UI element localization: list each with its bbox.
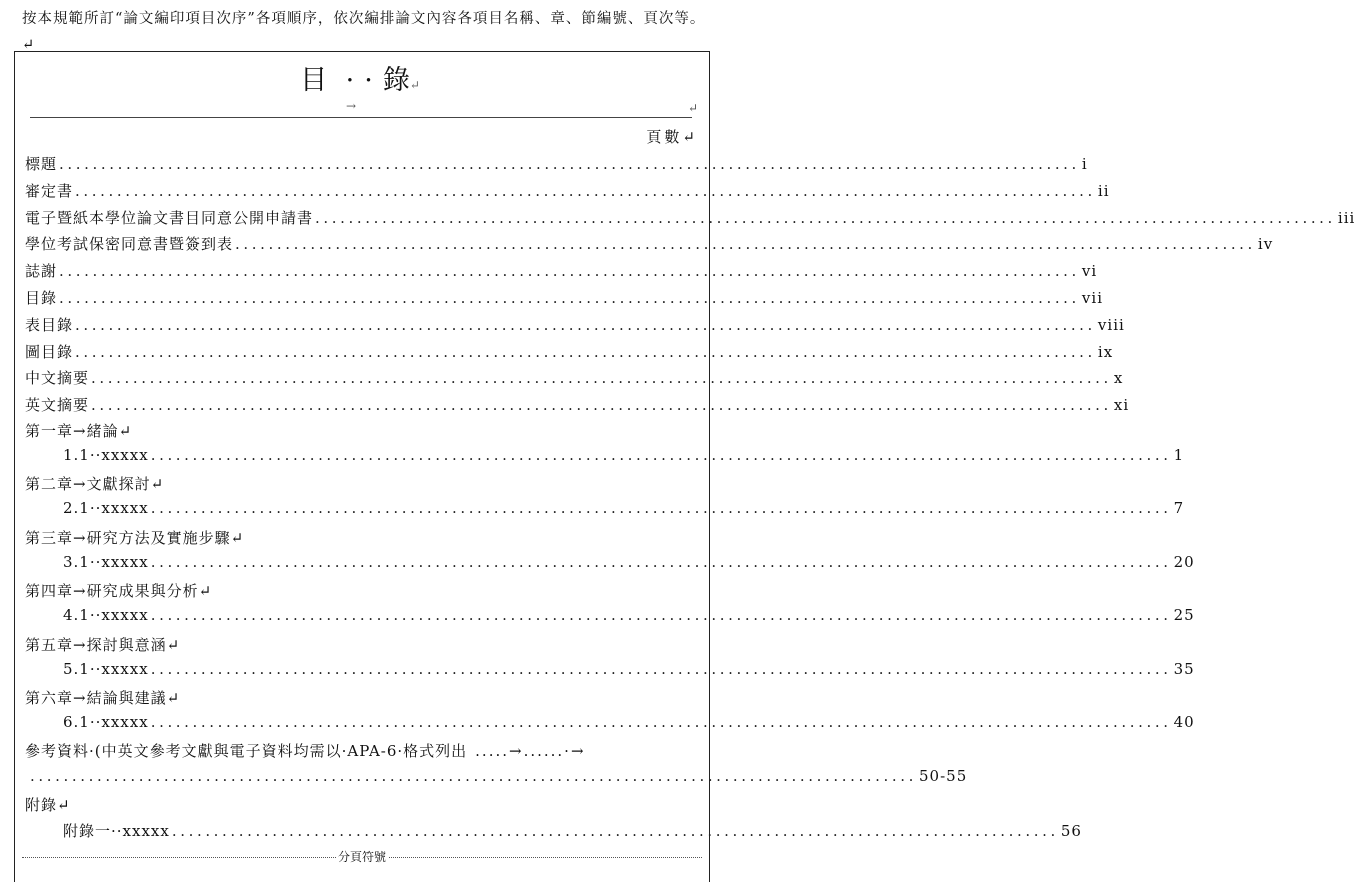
section-page: 25 [1173, 606, 1195, 625]
toc-entry-page: viii [1097, 315, 1125, 334]
toc-entry[interactable] [25, 314, 1125, 336]
section-page: 1 [1173, 446, 1185, 464]
references-entry-continued[interactable]: .......................................................................................................... 50-55 [30, 767, 968, 785]
section-label: 5.1··xxxxx [63, 659, 149, 678]
toc-entry-page: i [1081, 155, 1088, 173]
toc-entry-label: 學位考試保密同意書暨簽到表 [25, 235, 234, 254]
section-label: 6.1··xxxxx [63, 713, 149, 731]
dot-leader: .......................................................................................................................... [59, 289, 1080, 307]
toc-title: 目 ··錄↵ [300, 65, 420, 96]
toc-entry-page: vi [1081, 262, 1098, 281]
toc-entry-page: iii [1337, 208, 1355, 227]
toc-entry[interactable] [25, 260, 1098, 282]
chapter-heading[interactable]: 第二章→文獻探討↵ [25, 475, 165, 494]
title-spacing: ·· [327, 65, 383, 96]
section-entry[interactable] [63, 446, 1185, 468]
section-entry[interactable] [63, 606, 1195, 628]
toc-entry-page: ii [1097, 181, 1110, 200]
toc-entry-label: 審定書 [25, 181, 74, 200]
toc-entry-label: 中文摘要 [25, 369, 90, 388]
toc-entry-label: 誌謝 [25, 262, 58, 281]
toc-entry[interactable] [25, 180, 1110, 202]
chapter-heading[interactable]: 第五章→探討與意涵↵ [25, 635, 181, 654]
section-entry[interactable] [63, 552, 1195, 575]
dot-leader: .......................................................................................................................... [150, 713, 1172, 731]
toc-entry-label: 目錄 [25, 289, 58, 307]
dot-leader: .......................................................................................................................... [150, 499, 1172, 518]
toc-entry-page: ix [1097, 342, 1114, 361]
toc-entry-label: 英文摘要 [25, 396, 90, 415]
section-page: 7 [1173, 499, 1185, 518]
dot-leader: .......................................................................................................................... [59, 262, 1080, 281]
chapter-heading[interactable]: 第六章→結論與建議↵ [25, 689, 181, 707]
section-label: 3.1··xxxxx [63, 552, 149, 571]
paragraph-mark-icon: ↵ [688, 101, 699, 115]
toc-entry-label: 圖目錄 [25, 342, 74, 361]
intro-paragraph: 按本規範所訂“論文編印項目次序”各項順序，依次編排論文內容各項目名稱、章、節編號、頁次等。↵ [22, 11, 706, 53]
chapter-heading[interactable]: 第四章→研究成果與分析↵ [25, 582, 213, 601]
dot-leader: .......................................................................................................................... [150, 446, 1172, 464]
pages-header: 頁數↵ [646, 128, 698, 146]
dot-leader: .......................................................................................................................... [91, 369, 1112, 388]
toc-entry[interactable] [25, 207, 1355, 229]
references-entry[interactable]: 參考資料·(中英文參考文獻與電子資料均需以·APA-6·格式列出 .....→......·→ [25, 742, 586, 760]
section-page: 35 [1173, 659, 1195, 678]
appendix-heading: 附錄↵ [25, 796, 71, 814]
dot-leader: .......................................................................................................................... [91, 396, 1112, 415]
dot-leader: .......................................................................................................................... [150, 606, 1172, 625]
section-label: 1.1··xxxxx [63, 446, 149, 464]
tab-arrow-icon: → [346, 99, 357, 113]
appendix-entry[interactable]: 附錄一··xxxxx .......................................................................................................... 56 [63, 822, 1082, 840]
section-entry[interactable] [63, 713, 1195, 735]
chapter-heading[interactable]: 第三章→研究方法及實施步驟↵ [25, 528, 245, 547]
dot-leader: .......................................................................................................................... [150, 552, 1172, 571]
references-page: 50-55 [919, 767, 968, 785]
title-rule [30, 117, 692, 118]
dot-leader: .......................................................................................................................... [75, 342, 1096, 361]
toc-entry-page: x [1113, 369, 1124, 388]
section-label: 2.1··xxxxx [63, 499, 149, 518]
toc-entry-label: 電子暨紙本學位論文書目同意公開申請書 [25, 208, 314, 227]
section-label: 4.1··xxxxx [63, 606, 149, 625]
section-entry[interactable] [63, 659, 1195, 682]
toc-entry-page: iv [1257, 235, 1274, 254]
toc-entry[interactable] [25, 394, 1130, 416]
section-page: 20 [1173, 552, 1195, 571]
chapter-heading[interactable]: 第一章→緒論↵ [25, 422, 133, 440]
dot-leader: .......................................................................................................................... [75, 181, 1096, 200]
dot-leader: .......................................................................................................................... [59, 155, 1080, 173]
toc-entry-label: 標題 [25, 155, 58, 173]
toc-entry-page: xi [1113, 396, 1130, 415]
toc-entry-page: vii [1081, 289, 1103, 307]
toc-entry[interactable] [25, 287, 1103, 309]
toc-entry[interactable] [25, 367, 1124, 389]
section-page: 40 [1173, 713, 1195, 731]
toc-entry[interactable] [25, 341, 1114, 363]
page-break-marker: 分頁符號 [22, 850, 702, 864]
dot-leader: .......................................................................................................................... [315, 208, 1336, 227]
section-entry[interactable] [63, 499, 1185, 521]
toc-entry[interactable] [25, 233, 1274, 255]
dot-leader: .......................................................................................................................... [235, 235, 1256, 254]
dot-leader: .......................................................................................................................... [75, 315, 1096, 334]
toc-entry[interactable] [25, 153, 1088, 175]
toc-entry-label: 表目錄 [25, 315, 74, 334]
dot-leader: .......................................................................................................................... [150, 659, 1172, 678]
